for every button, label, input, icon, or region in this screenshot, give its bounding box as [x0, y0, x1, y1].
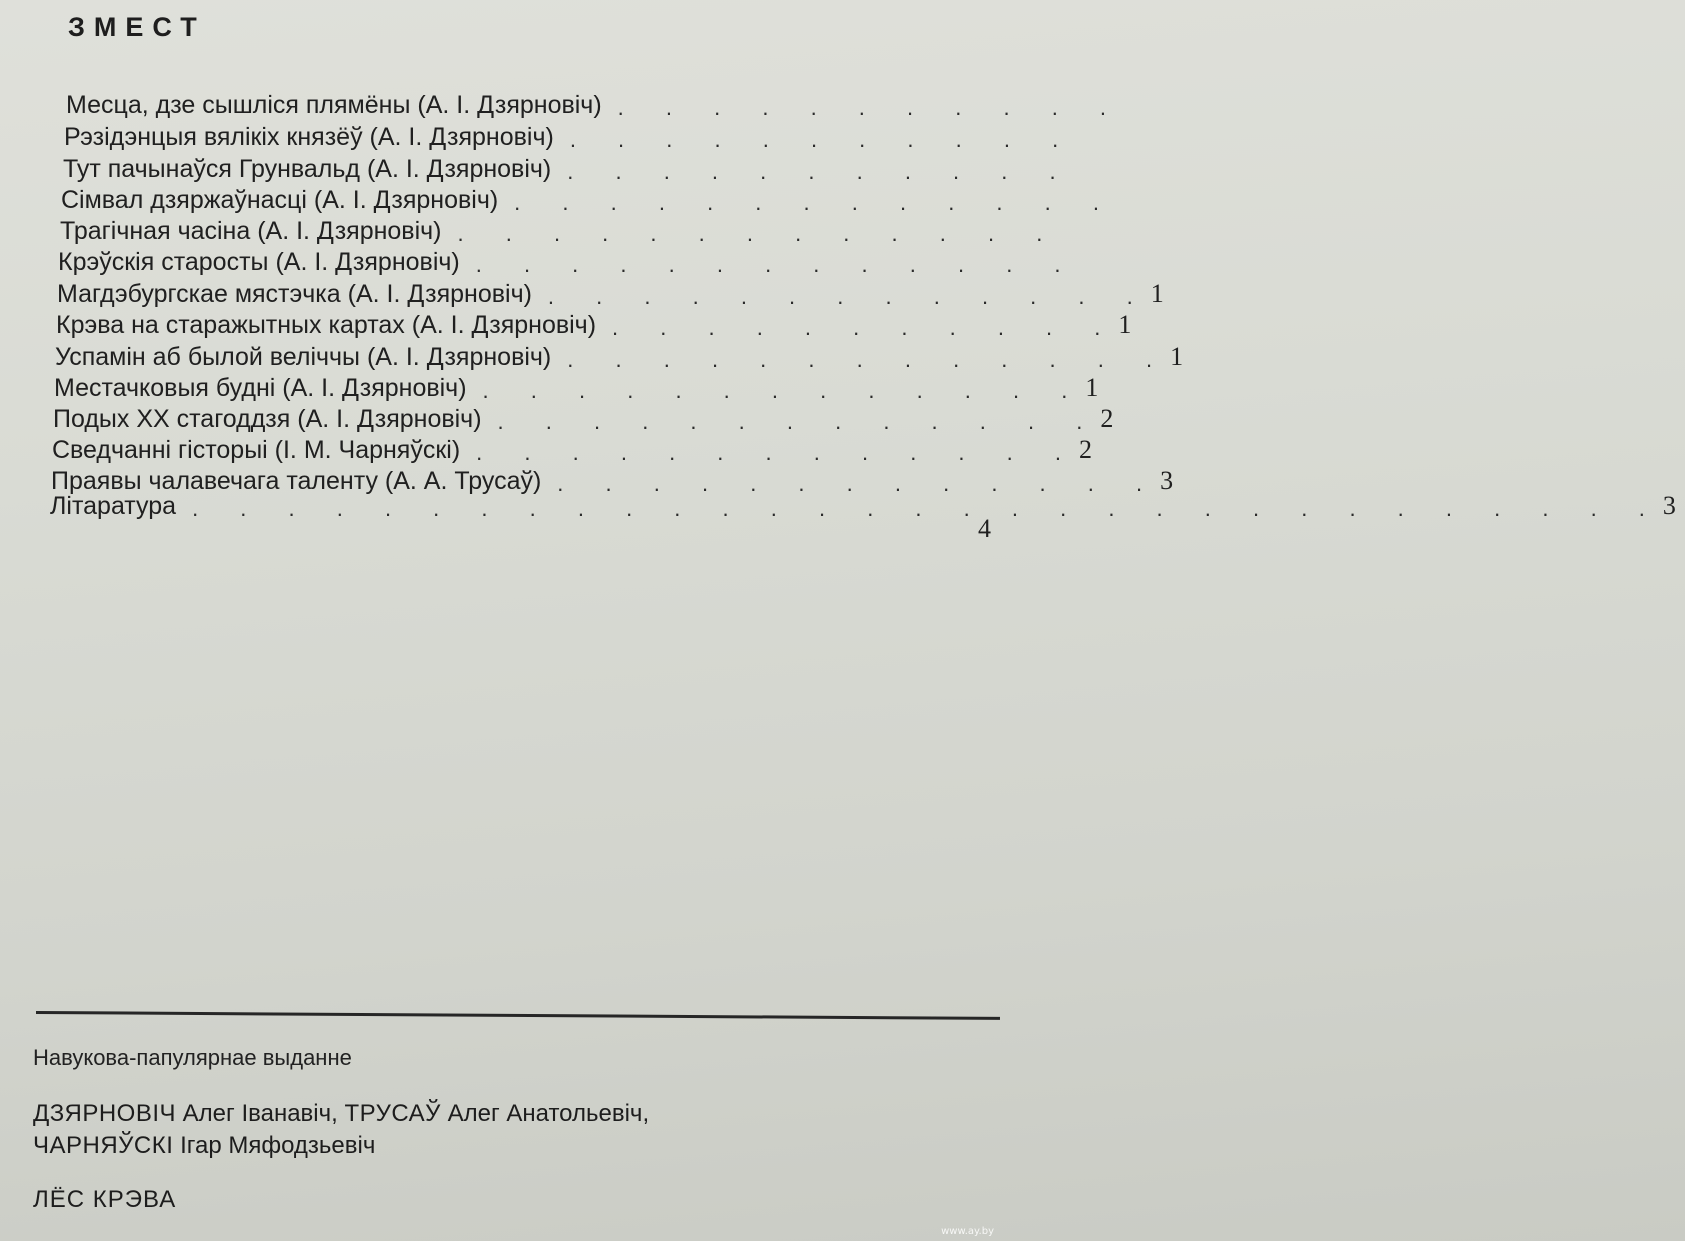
toc-entry-title: Магдэбургскае мястэчка (А. І. Дзярновіч)	[57, 280, 532, 308]
toc-dot-leader: . . . . . . . . . . . . .	[547, 284, 1151, 309]
toc-entry-title: Месца, дзе сышліся плямёны (А. І. Дзярновіч)	[66, 91, 602, 119]
toc-entry	[54, 371, 1099, 403]
toc-entry-title: Рэзідэнцыя вялікіх князёў (А. І. Дзярновіч)	[64, 123, 554, 151]
site-watermark: www.ay.by	[941, 1226, 994, 1237]
toc-entry-title: Тут пачынаўся Грунвальд (А. І. Дзярновіч)	[63, 155, 552, 183]
separator-rule	[36, 1011, 1000, 1020]
toc-entry-title: Сімвал дзяржаўнасці (А. І. Дзярновіч)	[61, 186, 499, 214]
toc-entry-page: 2	[1078, 435, 1092, 464]
authors-block	[33, 1098, 649, 1162]
toc-dot-leader: . . . . . . . . . . . . .	[475, 252, 1079, 277]
toc-dot-leader: . . . . . . . . . . . . .	[497, 409, 1101, 434]
toc-entry	[63, 152, 1074, 184]
table-of-contents	[0, 0, 1676, 543]
toc-entry-title: Літаратура	[50, 492, 177, 520]
toc-entry	[64, 120, 1077, 152]
toc-dot-leader: . . . . . . . . . . .	[617, 95, 1125, 120]
author-surname: ТРУСАЎ	[344, 1100, 441, 1127]
toc-entry-page: 4	[978, 514, 991, 543]
toc-entry-page: 2	[1100, 404, 1114, 433]
toc-entry-title: Сведчанні гісторыі (І. М. Чарняўскі)	[52, 436, 461, 464]
toc-entry-page: 1	[1118, 310, 1132, 339]
toc-entry-title: Успамін аб былой веліччы (А. І. Дзярновіч)	[55, 343, 552, 371]
author-names: Алег Іванавіч,	[176, 1100, 345, 1127]
toc-entry-title: Крэўскія старосты (А. І. Дзярновіч)	[58, 248, 460, 276]
toc-entry-page: 1	[1085, 373, 1099, 402]
toc-entry	[60, 214, 1061, 246]
toc-dot-leader: . . . . . . . . . . . . .	[567, 347, 1171, 372]
toc-entry-title: Трагічная часіна (А. І. Дзярновіч)	[60, 217, 442, 245]
toc-entry	[58, 245, 1079, 277]
toc-entry	[57, 277, 1164, 309]
toc-entry-title: Подых XX стагоддзя (А. І. Дзярновіч)	[53, 405, 482, 433]
toc-entry-page: 3	[1160, 466, 1174, 495]
toc-entry	[61, 183, 1117, 215]
toc-dot-leader: . . . . . . . . . . . . . . . . . . . . . . . . . . . . . . .	[192, 496, 1663, 521]
toc-entry	[56, 308, 1132, 340]
edition-type: Навукова-папулярнае выданне	[33, 1045, 352, 1070]
toc-entry-title: Местачковыя будні (А. І. Дзярновіч)	[54, 374, 467, 402]
author-surname: ДЗЯРНОВІЧ	[33, 1100, 176, 1127]
toc-dot-leader: . . . . . . . . . . . . .	[557, 471, 1161, 496]
toc-dot-leader: . . . . . . . . . . .	[569, 127, 1077, 152]
toc-entry	[50, 489, 1676, 521]
toc-dot-leader: . . . . . . . . . . .	[567, 159, 1074, 184]
contents-heading: ЗМЕСТ	[68, 12, 206, 42]
toc-entry-page: 3	[1662, 491, 1676, 520]
authors-line-2	[33, 1130, 649, 1162]
toc-dot-leader: . . . . . . . . . . .	[612, 315, 1119, 340]
toc-entry	[66, 88, 1125, 120]
toc-entry	[53, 402, 1114, 434]
toc-dot-leader: . . . . . . . . . . . . .	[457, 221, 1061, 246]
book-title: ЛЁС КРЭВА	[33, 1186, 177, 1213]
toc-entry	[900, 512, 1000, 544]
toc-entry	[52, 433, 1092, 465]
author-names: Алег Анатольевіч,	[440, 1100, 650, 1127]
author-names: Ігар Мяфодзьевіч	[173, 1132, 376, 1159]
toc-entry-page: 1	[1150, 279, 1164, 308]
toc-entry-title: Крэва на старажытных картах (А. І. Дзярновіч)	[56, 311, 597, 339]
toc-dot-leader: . . . . . . . . . . . . .	[514, 190, 1117, 215]
author-surname: ЧАРНЯЎСКІ	[33, 1132, 174, 1159]
authors-line-1	[33, 1098, 649, 1130]
toc-entry-page: 1	[1170, 342, 1184, 371]
toc-dot-leader: . . . . . . . . . . . . .	[476, 440, 1079, 465]
toc-entry	[55, 340, 1184, 372]
toc-entry-title: Праявы чалавечага таленту (А. А. Трусаў)	[51, 467, 542, 495]
toc-dot-leader: . . . . . . . . . . . . .	[482, 378, 1086, 403]
